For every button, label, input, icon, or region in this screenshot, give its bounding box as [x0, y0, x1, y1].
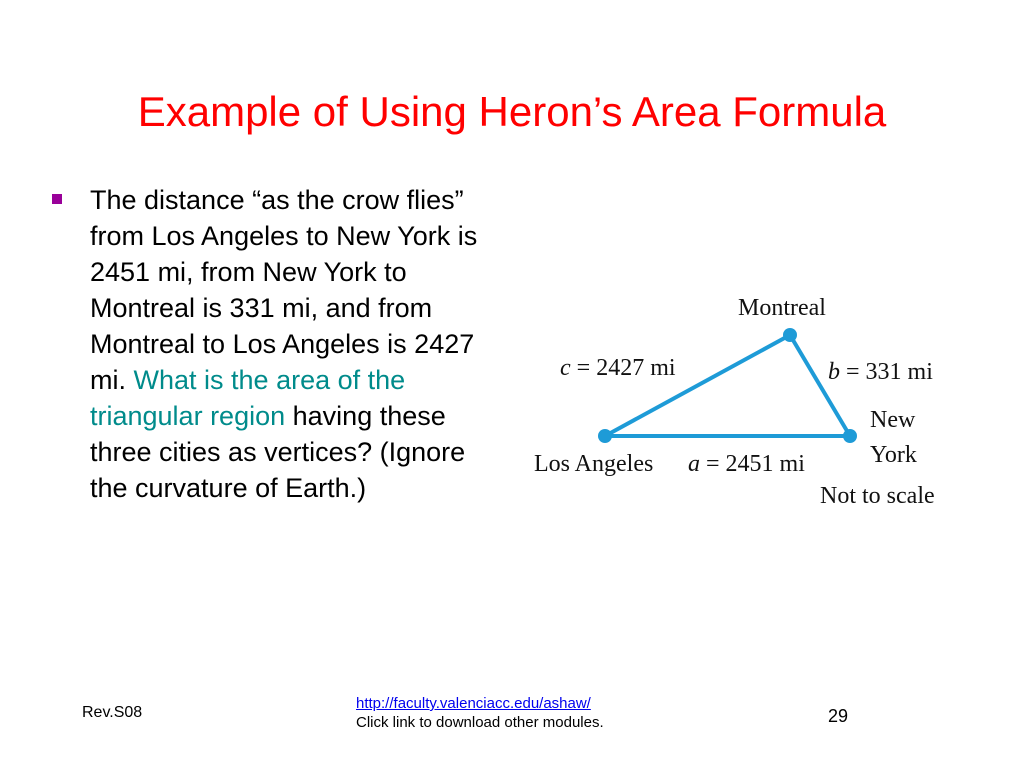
revision-label: Rev.S08	[82, 704, 143, 721]
problem-question-highlight: What is the area of the triangular region	[90, 365, 406, 431]
side-a-variable: a	[688, 451, 700, 477]
problem-statement	[90, 182, 502, 506]
side-c-value: = 2427 mi	[570, 355, 676, 381]
los-angeles-label: Los Angeles	[534, 451, 654, 477]
page-number: 29	[828, 706, 849, 726]
montreal-vertex	[783, 328, 797, 342]
montreal-label: Montreal	[738, 295, 826, 321]
triangle-diagram	[520, 285, 970, 525]
problem-text-part2: having these three cities as vertices? (Ignore the curvature of Earth.)	[90, 401, 466, 503]
footer-center	[356, 694, 604, 732]
side-c-line	[605, 335, 790, 436]
not-to-scale-note: Not to scale	[820, 483, 935, 509]
side-a-label	[688, 451, 805, 477]
side-a-value: = 2451 mi	[700, 451, 805, 477]
new-york-label-line1: New	[870, 407, 916, 433]
side-b-variable: b	[828, 359, 840, 385]
slide-title: Example of Using Heron’s Area Formula	[137, 88, 887, 135]
bullet-square-icon	[52, 194, 62, 204]
side-b-value: = 331 mi	[840, 359, 933, 385]
side-b-line	[790, 335, 850, 436]
problem-text-part1: The distance “as the crow flies” from Los Angeles to New York is 2451 mi, from New York to Montreal is 331 mi, and from Montreal to Los Angeles is 2427 mi.	[90, 185, 478, 395]
download-note: Click link to download other modules.	[356, 714, 604, 731]
new-york-label-line2: York	[870, 442, 917, 468]
bullet-item	[52, 182, 502, 506]
side-b-label	[828, 359, 933, 385]
new-york-vertex	[843, 429, 857, 443]
modules-link[interactable]: http://faculty.valenciacc.edu/ashaw/	[356, 695, 591, 712]
los-angeles-vertex	[598, 429, 612, 443]
side-c-variable: c	[560, 355, 571, 381]
side-c-label	[560, 355, 676, 381]
